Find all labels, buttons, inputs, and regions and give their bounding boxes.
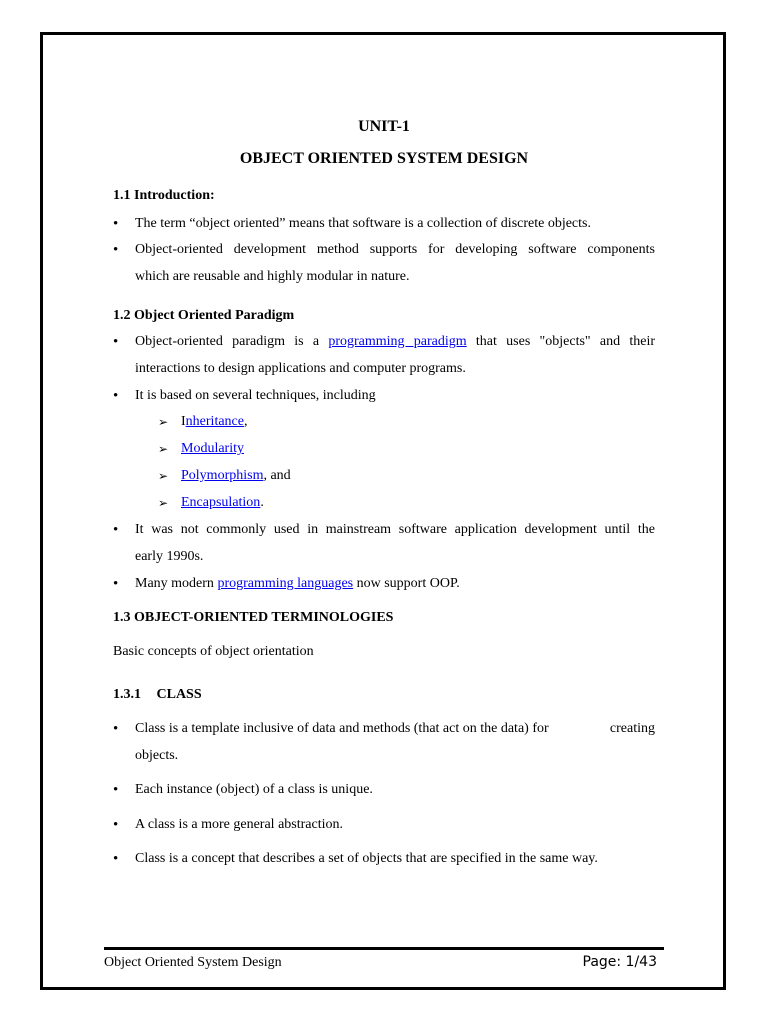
- intro-bullet-2-line-2: which are reusable and highly modular in nature.: [135, 269, 410, 284]
- paradigm-bullet-2: It is based on several techniques, including: [135, 388, 376, 403]
- subsection-title: CLASS: [156, 687, 202, 702]
- page-border: [40, 32, 726, 990]
- subsection-number: 1.3.1: [113, 687, 141, 702]
- class-bullet-3: A class is a more general abstraction.: [135, 817, 343, 832]
- bullet-glyph: •: [113, 522, 119, 538]
- inheritance-link[interactable]: nheritance: [185, 414, 244, 429]
- paradigm-bullet-4: [135, 574, 655, 594]
- text-fragment: .: [260, 495, 264, 510]
- paradigm-bullet-1-line-1: [135, 332, 655, 352]
- bullet-glyph: •: [113, 388, 119, 404]
- paradigm-bullet-1-line-2: interactions to design applications and computer programs.: [135, 361, 466, 376]
- class-bullet-2: Each instance (object) of a class is unique.: [135, 782, 373, 797]
- text-fragment: ,: [243, 414, 248, 429]
- technique-polymorphism: [181, 466, 291, 486]
- intro-bullet-1: The term “object oriented” means that software is a collection of discrete objects.: [135, 216, 591, 231]
- text-fragment: , and: [263, 468, 291, 483]
- polymorphism-link[interactable]: Polymorphism: [181, 468, 264, 483]
- footer-page-number: Page: 1/43: [582, 954, 657, 970]
- bullet-glyph: •: [113, 851, 119, 867]
- intro-bullet-2-line-1: Object-oriented development method supports for developing software components: [135, 242, 655, 257]
- text-fragment: now support OOP.: [356, 576, 460, 591]
- technique-modularity: [181, 439, 244, 459]
- arrow-bullet-icon: ➢: [158, 469, 169, 483]
- document-title: OBJECT ORIENTED SYSTEM DESIGN: [239, 150, 529, 167]
- text-fragment: that uses "objects" and their: [475, 334, 656, 349]
- paradigm-bullet-3-line-1: It was not commonly used in mainstream software application development until the: [135, 522, 655, 537]
- modularity-link[interactable]: Modularity: [181, 441, 244, 456]
- section-heading-terminologies: 1.3 OBJECT-ORIENTED TERMINOLOGIES: [113, 610, 394, 625]
- arrow-bullet-icon: ➢: [158, 415, 169, 429]
- technique-encapsulation: [181, 493, 264, 513]
- text-fragment: Many modern: [135, 576, 214, 591]
- bullet-glyph: •: [113, 242, 119, 258]
- class-bullet-4: Class is a concept that describes a set of objects that are specified in the same way.: [135, 851, 598, 866]
- technique-inheritance: [181, 412, 247, 432]
- footer-document-title: Object Oriented System Design: [104, 955, 282, 970]
- class-bullet-1-line-2: objects.: [135, 748, 179, 763]
- class-bullet-1-line-1: [135, 719, 655, 739]
- bullet-glyph: •: [113, 721, 119, 737]
- text-fragment: Class is a template inclusive of data and methods (that act on the data) for: [135, 721, 549, 736]
- text-fragment: I: [181, 414, 186, 429]
- unit-title: UNIT-1: [358, 118, 410, 135]
- section-heading-paradigm: 1.2 Object Oriented Paradigm: [113, 308, 295, 323]
- paradigm-bullet-3-line-2: early 1990s.: [135, 549, 204, 564]
- programming-languages-link[interactable]: programming languages: [217, 576, 354, 591]
- section-heading-introduction: 1.1 Introduction:: [113, 188, 215, 203]
- arrow-bullet-icon: ➢: [158, 442, 169, 456]
- encapsulation-link[interactable]: Encapsulation: [181, 495, 261, 510]
- bullet-glyph: •: [113, 782, 119, 798]
- programming-paradigm-link[interactable]: programming paradigm: [328, 334, 467, 349]
- bullet-glyph: •: [113, 576, 119, 592]
- footer-rule: [104, 947, 664, 950]
- terminologies-intro: Basic concepts of object orientation: [113, 644, 314, 659]
- text-fragment: creating: [609, 721, 655, 736]
- text-fragment: Object-oriented paradigm is a: [135, 334, 320, 349]
- bullet-glyph: •: [113, 817, 119, 833]
- arrow-bullet-icon: ➢: [158, 496, 169, 510]
- bullet-glyph: •: [113, 216, 119, 232]
- subsection-heading-class: [113, 685, 202, 705]
- bullet-glyph: •: [113, 334, 119, 350]
